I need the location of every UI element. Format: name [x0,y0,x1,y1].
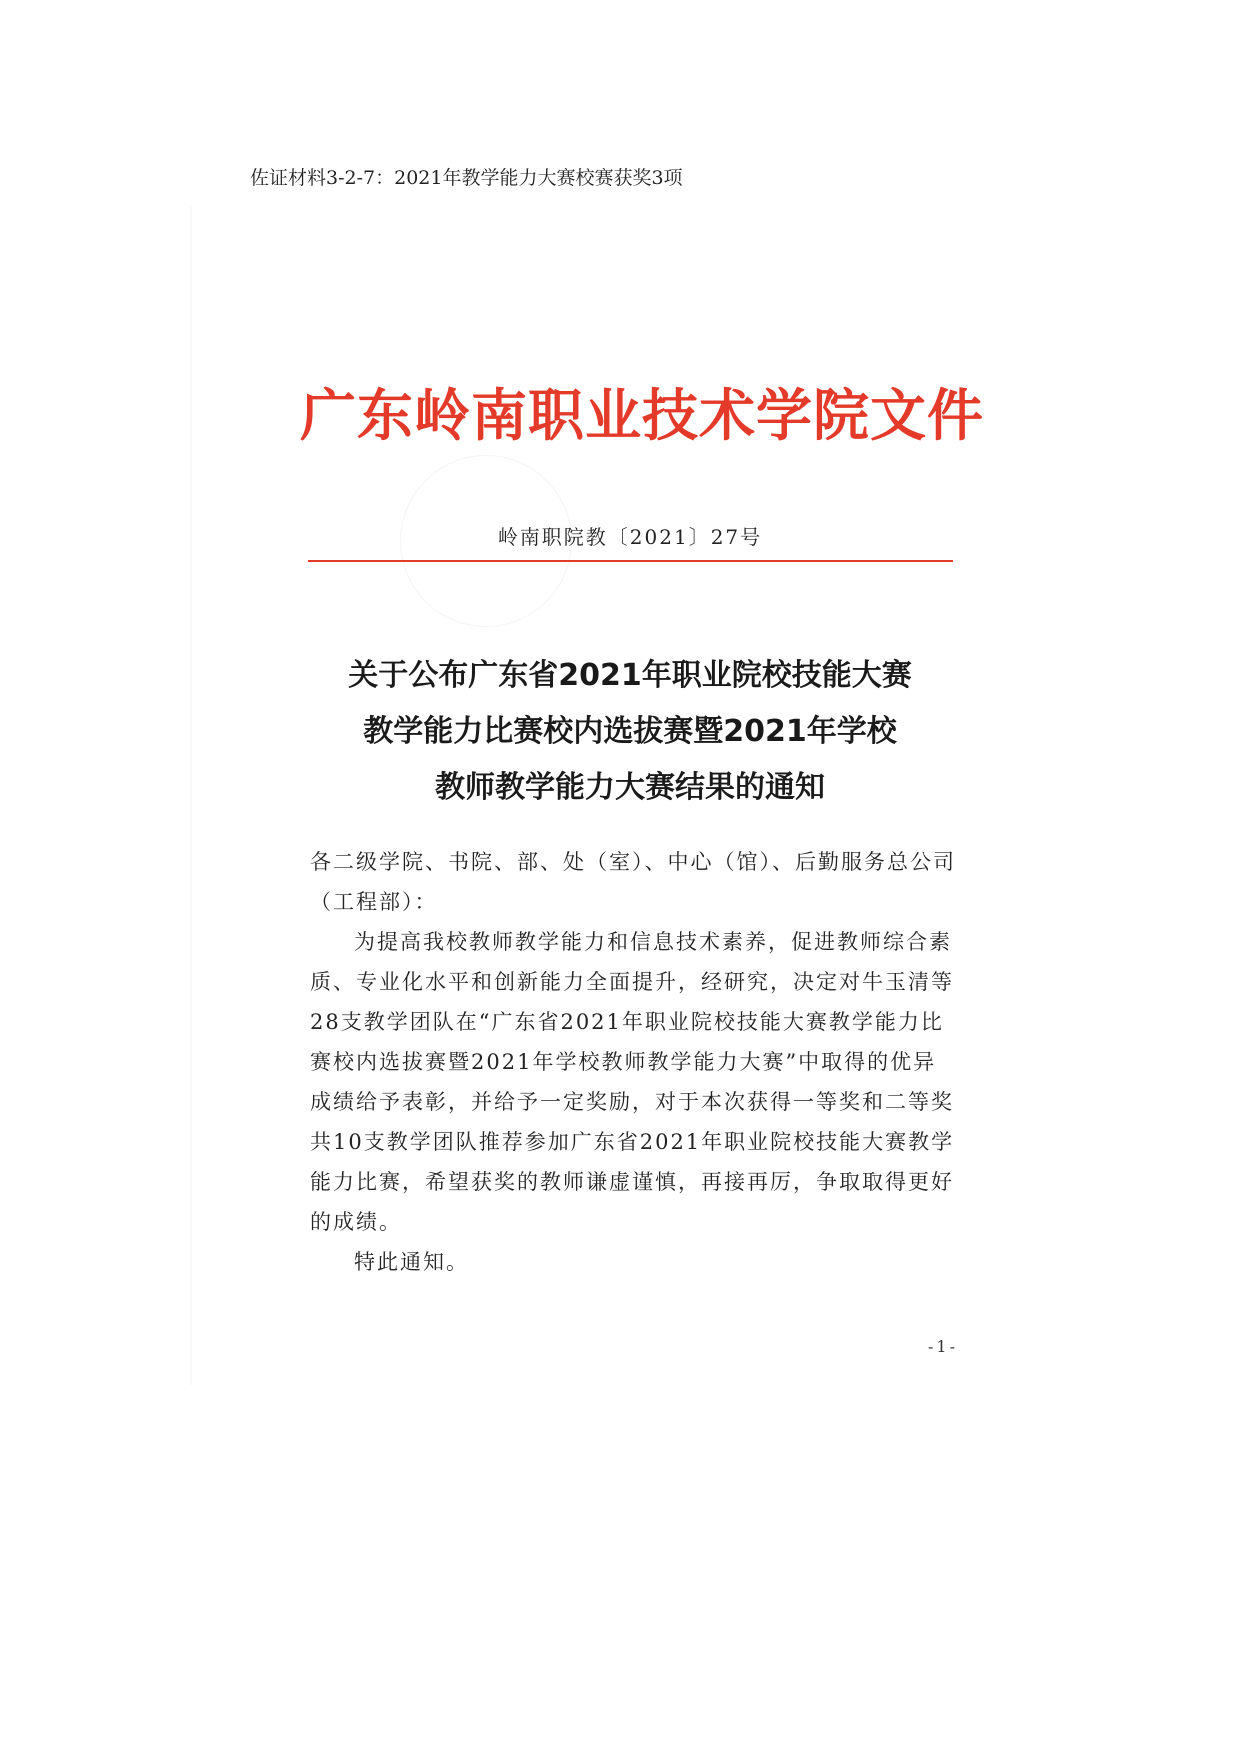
body-line: 成绩给予表彰，并给予一定奖励，对于本次获得一等奖和二等奖 [310,1090,954,1114]
body-line: 28支教学团队在“广东省2021年职业院校技能大赛教学能力比 [310,1010,944,1034]
body-line: 的成绩。 [310,1210,402,1234]
closing-line: 特此通知。 [354,1250,469,1274]
evidence-caption: 佐证材料3-2-7：2021年教学能力大赛校赛获奖3项 [250,167,683,189]
body-line: 为提高我校教师教学能力和信息技术素养，促进教师综合素 [354,930,952,954]
title-line: 教学能力比赛校内选拔赛暨2021年学校 [363,714,897,749]
page-number: -1- [928,1337,958,1356]
document-number: 岭南职院教〔2021〕27号 [497,525,763,549]
body-line: 赛校内选拔赛暨2021年学校教师教学能力大赛”中取得的优异 [310,1050,937,1074]
recipient-line: 各二级学院、书院、部、处（室）、中心（馆）、后勤服务总公司 [310,850,956,874]
notice-body [310,842,960,1282]
body-line: 能力比赛，希望获奖的教师谦虚谨慎，再接再厉，争取取得更好 [310,1170,954,1194]
body-line: 质、专业化水平和创新能力全面提升，经研究，决定对牛玉清等 [310,970,954,994]
title-line: 关于公布广东省2021年职业院校技能大赛 [348,658,912,693]
recipient-line: （工程部）： [310,890,438,914]
document-header: 广东岭南职业技术学院文件 [300,384,984,449]
body-line: 共10支教学团队推荐参加广东省2021年职业院校技能大赛教学 [310,1130,955,1154]
title-line: 教师教学能力大赛结果的通知 [435,770,825,805]
notice-title [300,648,960,816]
red-divider [308,560,953,562]
